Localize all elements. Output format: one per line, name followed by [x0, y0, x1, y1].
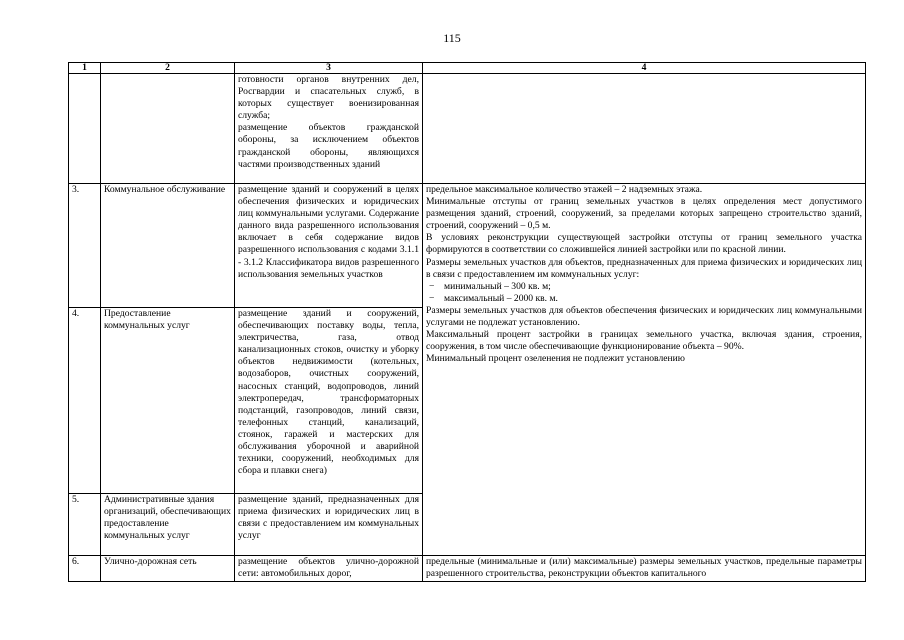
description-paragraph: размещение зданий и сооружений в целях обеспечения физических и юридических лиц коммунальными услугами. Содержание данного вида разрешенного использования включает в себя содержание видов разрешенного использования с кодами 3.1.1 - 3.1.2 Классификатора видов разрешенного использования земельных участков — [238, 184, 419, 280]
row-description — [235, 308, 423, 494]
row-number — [69, 74, 101, 184]
parameter-paragraph: Минимальный процент озеленения не подлежит установлению — [426, 353, 685, 365]
description-paragraph: размещение зданий, предназначенных для приема физических и юридических лиц в связи с предоставлением им коммунальных услуг — [238, 494, 419, 542]
description-paragraph: размещение объектов улично-дорожной сети: автомобильных дорог, — [238, 556, 419, 580]
row-number: 4. — [69, 308, 101, 494]
parameter-paragraph: Минимальные отступы от границ земельных участков в целях определения мест допустимого размещения зданий, строений, сооружений, за пределами которых запрещено строительство зданий, строений, сооружений – 0,5 м. — [426, 196, 862, 232]
description-paragraph: размещение зданий и сооружений, обеспечивающих поставку воды, тепла, электричества, газа, отвод канализационных стоков, очистку и уборку объектов недвижимости (котельных, водозаборов, очистных сооружений, насосных станций, водопроводов, линий электропередач, трансформаторных подстанций, газопроводов, линий связи, телефонных станций, канализаций, стоянок, гаражей и мастерских для обслуживания уборочной и аварийной техники, сооружений, необходимых для сбора и плавки снега) — [238, 308, 419, 477]
description-paragraph: готовности органов внутренних дел, Росгвардии и спасательных служб, в которых существует военизированная служба; — [238, 74, 419, 122]
page-number: 115 — [443, 31, 461, 45]
row-parameters — [423, 184, 866, 556]
table-row — [69, 184, 866, 308]
parameter-paragraph: Максимальный процент застройки в границах земельного участка, включая здания, строения, сооружения, в том числе обеспечивающие функционирование объекта – 90%. — [426, 329, 862, 353]
table-row — [69, 556, 866, 582]
row-number: 5. — [69, 494, 101, 556]
row-description — [235, 494, 423, 556]
parameter-bullet — [426, 281, 862, 293]
row-description — [235, 184, 423, 308]
parameter-paragraph: В условиях реконструкции существующей застройки отступы от границ земельного участка формируются в соответствии со сложившейся линией застройки или по красной линии. — [426, 232, 862, 256]
bullet-dash-icon: − — [429, 280, 435, 292]
header-col-1: 1 — [69, 63, 101, 74]
description-paragraph: размещение объектов гражданской обороны, за исключением объектов гражданской обороны, являющихся частями производственных зданий — [238, 122, 419, 170]
parameter-bullet — [426, 293, 862, 305]
row-use-name: Административные здания организаций, обеспечивающих предоставление коммунальных услуг — [101, 494, 235, 556]
parameter-paragraph: предельные (минимальные и (или) максимальные) размеры земельных участков, предельные параметры разрешенного строительства, реконструкции объектов капитального — [426, 556, 862, 580]
row-parameters — [423, 74, 866, 184]
zoning-table — [68, 62, 866, 582]
row-description — [235, 556, 423, 582]
row-number: 6. — [69, 556, 101, 582]
bullet-text: максимальный – 2000 кв. м. — [444, 292, 558, 304]
row-use-name — [101, 74, 235, 184]
row-description — [235, 74, 423, 184]
bullet-text: минимальный – 300 кв. м; — [444, 280, 551, 292]
row-number: 3. — [69, 184, 101, 308]
header-col-4: 4 — [423, 63, 866, 74]
row-parameters — [423, 556, 866, 582]
table-row — [69, 74, 866, 184]
row-use-name: Предоставление коммунальных услуг — [101, 308, 235, 494]
parameter-paragraph: Размеры земельных участков для объектов обеспечения физических и юридических лиц коммунальными услугами не подлежат установлению. — [426, 304, 862, 329]
row-use-name: Улично-дорожная сеть — [101, 556, 235, 582]
header-col-3: 3 — [235, 63, 423, 74]
parameter-paragraph: предельное максимальное количество этажей – 2 надземных этажа. — [426, 184, 703, 195]
parameter-paragraph: Размеры земельных участков для объектов, предназначенных для приема физических и юридических лиц в связи с предоставлением им коммунальных услуг: — [426, 256, 862, 280]
table-header-row — [69, 63, 866, 74]
header-col-2: 2 — [101, 63, 235, 74]
bullet-dash-icon: − — [429, 292, 435, 304]
row-use-name: Коммунальное обслуживание — [101, 184, 235, 308]
